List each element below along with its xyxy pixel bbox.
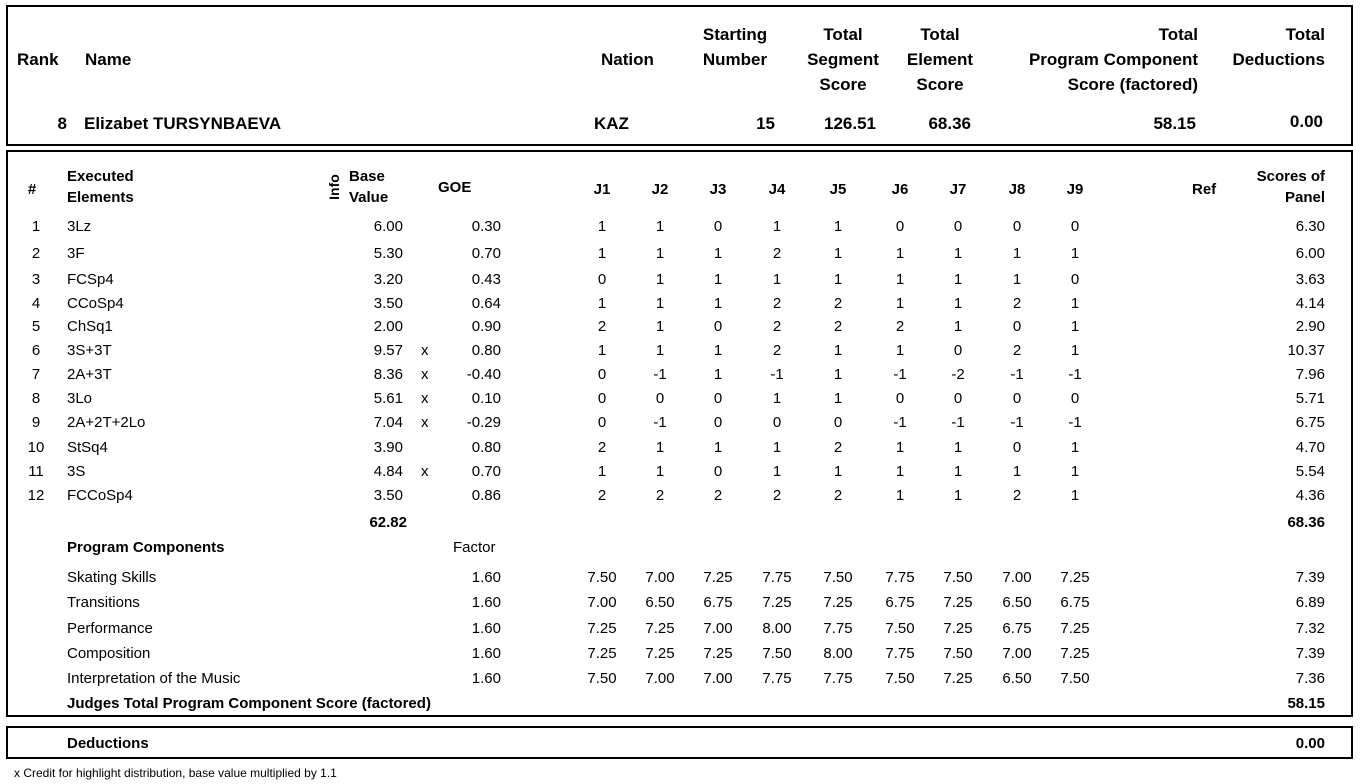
element-code: 2A+2T+2Lo (67, 414, 146, 431)
judge-goe: 1 (1070, 295, 1080, 312)
judge-goe: 1 (953, 487, 963, 504)
judge-header: J7 (949, 181, 967, 198)
judge-goe: 2 (772, 487, 782, 504)
component-panel-score: 7.32 (1295, 620, 1325, 637)
judge-component-mark: 7.50 (943, 645, 973, 662)
judge-goe: 1 (895, 463, 905, 480)
judge-goe: 0 (713, 463, 723, 480)
judge-goe: 1 (597, 245, 607, 262)
footnote: x Credit for highlight distribution, base value multiplied by 1.1 (14, 766, 337, 780)
judge-goe: 1 (772, 271, 782, 288)
judge-component-mark: 7.25 (587, 620, 617, 637)
pcs-total-label: Judges Total Program Component Score (factored) (67, 695, 431, 712)
element-code: ChSq1 (67, 318, 113, 335)
starting-number-header: Starting Number (702, 25, 768, 69)
judge-goe: 1 (895, 342, 905, 359)
judge-goe: 2 (597, 487, 607, 504)
element-code: 3Lz (67, 218, 92, 235)
judge-goe: -1 (893, 366, 907, 383)
judge-goe: 1 (833, 245, 843, 262)
judge-goe: 1 (1070, 439, 1080, 456)
judge-header: J6 (891, 181, 909, 198)
judge-goe: 1 (1012, 245, 1022, 262)
judge-component-mark: 7.25 (943, 594, 973, 611)
element-panel-score: 4.70 (1295, 439, 1325, 456)
element-number: 12 (27, 487, 45, 504)
judge-goe: 0 (1012, 218, 1022, 235)
judge-goe: 1 (895, 271, 905, 288)
judge-component-mark: 8.00 (762, 620, 792, 637)
judge-goe: 1 (713, 295, 723, 312)
element-number: 4 (31, 295, 41, 312)
judge-goe: 1 (1012, 271, 1022, 288)
element-panel-score: 10.37 (1287, 342, 1325, 359)
judge-goe: 0 (953, 342, 963, 359)
judge-goe: 0 (1070, 218, 1080, 235)
judge-component-mark: 7.25 (645, 645, 675, 662)
deductions-box (6, 726, 1353, 759)
judge-goe: 1 (953, 245, 963, 262)
base-value-total: 62.82 (369, 514, 407, 531)
component-panel-score: 7.36 (1295, 670, 1325, 687)
judge-goe: -1 (1010, 414, 1024, 431)
component-name: Composition (67, 645, 151, 662)
judge-component-mark: 7.25 (587, 645, 617, 662)
judge-goe: 1 (713, 439, 723, 456)
skater-pcs: 58.15 (1153, 114, 1196, 133)
element-base-value: 3.50 (373, 295, 403, 312)
element-goe: 0.90 (471, 318, 501, 335)
judge-goe: 1 (833, 342, 843, 359)
element-number: 6 (31, 342, 41, 359)
judge-component-mark: 7.00 (645, 670, 675, 687)
judge-goe: 2 (833, 318, 843, 335)
skater-rank: 8 (57, 114, 67, 133)
element-goe: 0.80 (471, 342, 501, 359)
element-panel-score: 5.54 (1295, 463, 1325, 480)
judge-goe: 1 (833, 366, 843, 383)
element-number: 10 (27, 439, 45, 456)
judge-goe: 1 (1070, 342, 1080, 359)
judge-component-mark: 7.00 (1002, 569, 1032, 586)
element-base-value: 3.50 (373, 487, 403, 504)
element-goe: 0.70 (471, 245, 501, 262)
element-goe: 0.64 (471, 295, 501, 312)
judge-goe: 1 (597, 295, 607, 312)
judge-goe: 0 (597, 366, 607, 383)
judge-component-mark: 7.50 (587, 670, 617, 687)
element-number: 2 (31, 245, 41, 262)
element-number: 5 (31, 318, 41, 335)
element-goe: 0.10 (471, 390, 501, 407)
element-panel-score: 6.30 (1295, 218, 1325, 235)
judge-goe: 0 (1070, 390, 1080, 407)
component-name: Skating Skills (67, 569, 157, 586)
judge-component-mark: 7.50 (885, 670, 915, 687)
judge-goe: 2 (655, 487, 665, 504)
tes-header: Total Element Score (906, 25, 974, 94)
judge-goe: -1 (770, 366, 784, 383)
judge-component-mark: 6.50 (645, 594, 675, 611)
element-base-value: 7.04 (373, 414, 403, 431)
judge-goe: 2 (833, 295, 843, 312)
judge-component-mark: 7.00 (703, 670, 733, 687)
judge-goe: 1 (1070, 487, 1080, 504)
judge-goe: 1 (953, 439, 963, 456)
element-base-value: 4.84 (373, 463, 403, 480)
goe-header: GOE (438, 179, 472, 196)
judge-goe: 0 (895, 218, 905, 235)
skater-tes: 68.36 (928, 114, 971, 133)
judge-goe: 2 (833, 439, 843, 456)
judge-goe: 0 (713, 318, 723, 335)
judge-component-mark: 7.25 (943, 620, 973, 637)
judge-goe: 0 (895, 390, 905, 407)
element-goe: -0.40 (466, 366, 501, 383)
judge-component-mark: 6.75 (703, 594, 733, 611)
element-panel-score: 4.14 (1295, 295, 1325, 312)
skater-name: Elizabet TURSYNBAEVA (84, 114, 282, 133)
element-panel-score: 6.00 (1295, 245, 1325, 262)
element-panel-score: 7.96 (1295, 366, 1325, 383)
element-goe: 0.70 (471, 463, 501, 480)
judge-goe: 0 (1012, 439, 1022, 456)
judge-goe: 2 (772, 342, 782, 359)
judge-goe: 1 (895, 295, 905, 312)
judge-goe: 2 (895, 318, 905, 335)
element-number: 1 (31, 218, 41, 235)
element-code: 3S (67, 463, 86, 480)
element-number: 11 (28, 463, 44, 480)
judge-goe: 1 (833, 463, 843, 480)
judge-goe: -1 (653, 366, 667, 383)
judge-component-mark: 7.50 (823, 569, 853, 586)
skater-starting-number: 15 (756, 114, 775, 133)
judge-component-mark: 7.00 (587, 594, 617, 611)
tss-header: Total Segment Score (807, 25, 879, 94)
judge-goe: 1 (1070, 318, 1080, 335)
judge-goe: 0 (713, 390, 723, 407)
element-info-mark: x (421, 414, 429, 431)
judge-goe: 1 (895, 487, 905, 504)
component-factor: 1.60 (471, 594, 501, 611)
component-panel-score: 7.39 (1295, 645, 1325, 662)
element-code: 2A+3T (67, 366, 112, 383)
component-name: Performance (67, 620, 153, 637)
element-base-value: 3.20 (373, 271, 403, 288)
judge-goe: 0 (953, 390, 963, 407)
deductions-label: Deductions (67, 735, 149, 752)
judge-goe: 2 (772, 245, 782, 262)
judge-goe: 0 (1012, 390, 1022, 407)
info-col-header: Info (326, 174, 342, 200)
judge-component-mark: 7.00 (645, 569, 675, 586)
element-number: 9 (31, 414, 41, 431)
judge-goe: 1 (655, 218, 665, 235)
judge-goe: 1 (895, 439, 905, 456)
judge-goe: 1 (597, 463, 607, 480)
judge-component-mark: 7.00 (1002, 645, 1032, 662)
element-code: FCCoSp4 (67, 487, 133, 504)
judge-goe: 1 (597, 342, 607, 359)
judge-goe: 1 (655, 318, 665, 335)
element-goe: 0.43 (471, 271, 501, 288)
judge-goe: 0 (597, 414, 607, 431)
judge-goe: 1 (833, 218, 843, 235)
judge-goe: 1 (833, 390, 843, 407)
judge-goe: 1 (772, 439, 782, 456)
judge-component-mark: 7.25 (943, 670, 973, 687)
element-info-mark: x (421, 366, 429, 383)
judge-goe: 1 (1070, 245, 1080, 262)
judge-goe: 2 (597, 439, 607, 456)
pcs-total-value: 58.15 (1287, 695, 1325, 712)
element-panel-score: 2.90 (1295, 318, 1325, 335)
judge-component-mark: 7.50 (1060, 670, 1090, 687)
judge-goe: -1 (1010, 366, 1024, 383)
judge-goe: 2 (833, 487, 843, 504)
judge-component-mark: 7.25 (703, 645, 733, 662)
element-code: 3S+3T (67, 342, 112, 359)
element-code: StSq4 (67, 439, 108, 456)
judge-goe: 1 (953, 271, 963, 288)
judge-goe: 2 (772, 295, 782, 312)
element-base-value: 5.30 (373, 245, 403, 262)
judge-goe: 0 (772, 414, 782, 431)
skater-tss: 126.51 (824, 114, 876, 133)
judge-component-mark: 7.50 (943, 569, 973, 586)
element-panel-score: 5.71 (1295, 390, 1325, 407)
judge-goe: 2 (1012, 295, 1022, 312)
name-header: Name (85, 50, 132, 69)
element-base-value: 8.36 (373, 366, 403, 383)
judge-header: J4 (768, 181, 786, 198)
judge-component-mark: 7.25 (1060, 620, 1090, 637)
judge-component-mark: 7.75 (885, 645, 915, 662)
element-goe: -0.29 (466, 414, 501, 431)
component-factor: 1.60 (471, 670, 501, 687)
judge-goe: 1 (655, 463, 665, 480)
element-base-value: 6.00 (373, 218, 403, 235)
element-info-mark: x (421, 342, 429, 359)
rank-header: Rank (17, 50, 59, 69)
num-col-header: # (27, 181, 37, 198)
judge-goe: 0 (655, 390, 665, 407)
element-code: 3Lo (67, 390, 93, 407)
judge-goe: 0 (1012, 318, 1022, 335)
judge-header: J5 (829, 181, 847, 198)
judge-goe: 1 (953, 463, 963, 480)
judge-goe: 1 (713, 366, 723, 383)
base-value-header: Base Value (349, 168, 389, 206)
judge-header: J9 (1066, 181, 1084, 198)
judge-goe: -1 (653, 414, 667, 431)
judge-goe: 0 (597, 271, 607, 288)
judge-goe: 1 (895, 245, 905, 262)
judge-goe: 1 (655, 439, 665, 456)
skater-deductions: 0.00 (1289, 112, 1323, 131)
judge-goe: 0 (713, 218, 723, 235)
judge-component-mark: 7.25 (823, 594, 853, 611)
judge-goe: 0 (833, 414, 843, 431)
judge-component-mark: 7.50 (762, 645, 792, 662)
component-panel-score: 6.89 (1295, 594, 1325, 611)
judge-goe: 1 (713, 245, 723, 262)
judge-component-mark: 7.25 (703, 569, 733, 586)
element-code: FCSp4 (67, 271, 114, 288)
scores-of-panel-header: Scores of Panel (1256, 168, 1325, 206)
pcs-header: Total Program Component Score (factored) (1028, 25, 1198, 94)
judge-goe: -2 (951, 366, 965, 383)
judge-goe: 1 (597, 218, 607, 235)
judge-goe: 2 (1012, 342, 1022, 359)
judge-goe: 0 (1070, 271, 1080, 288)
judge-goe: -1 (893, 414, 907, 431)
judge-goe: 1 (1070, 463, 1080, 480)
judge-goe: 0 (713, 414, 723, 431)
judge-component-mark: 7.25 (645, 620, 675, 637)
element-base-value: 9.57 (373, 342, 403, 359)
judge-goe: 2 (597, 318, 607, 335)
judge-goe: 1 (833, 271, 843, 288)
judge-goe: 1 (772, 463, 782, 480)
judge-goe: 1 (713, 342, 723, 359)
element-info-mark: x (421, 390, 429, 407)
ref-header: Ref (1192, 181, 1217, 198)
component-factor: 1.60 (471, 620, 501, 637)
component-name: Transitions (67, 594, 140, 611)
judge-component-mark: 6.50 (1002, 670, 1032, 687)
judge-header: J2 (651, 181, 669, 198)
judge-goe: 2 (713, 487, 723, 504)
judge-component-mark: 7.75 (885, 569, 915, 586)
element-panel-score: 4.36 (1295, 487, 1325, 504)
factor-header: Factor (453, 539, 496, 556)
judge-goe: 1 (953, 318, 963, 335)
judge-goe: 1 (772, 390, 782, 407)
judge-goe: 1 (655, 245, 665, 262)
judge-goe: 1 (655, 295, 665, 312)
component-name: Interpretation of the Music (67, 670, 241, 687)
judge-component-mark: 7.25 (1060, 569, 1090, 586)
element-base-value: 5.61 (373, 390, 403, 407)
element-number: 8 (31, 390, 41, 407)
judge-component-mark: 7.75 (762, 569, 792, 586)
deductions-header: Total Deductions (1232, 25, 1325, 69)
element-code: 3F (67, 245, 85, 262)
elements-score-total: 68.36 (1287, 514, 1325, 531)
nation-header: Nation (601, 50, 654, 69)
element-goe: 0.86 (471, 487, 501, 504)
judge-header: J1 (593, 181, 611, 198)
executed-elements-header: Executed Elements (67, 168, 134, 206)
judge-goe: 1 (1012, 463, 1022, 480)
judge-component-mark: 7.50 (587, 569, 617, 586)
judge-component-mark: 6.50 (1002, 594, 1032, 611)
judge-goe: 1 (655, 342, 665, 359)
judge-header: J8 (1008, 181, 1026, 198)
element-goe: 0.80 (471, 439, 501, 456)
judge-component-mark: 8.00 (823, 645, 853, 662)
element-info-mark: x (421, 463, 429, 480)
judge-goe: -1 (951, 414, 965, 431)
judge-goe: -1 (1068, 366, 1082, 383)
judge-component-mark: 7.75 (762, 670, 792, 687)
judge-component-mark: 7.00 (703, 620, 733, 637)
element-number: 3 (31, 271, 41, 288)
program-components-title: Program Components (67, 539, 225, 556)
judge-goe: 1 (713, 271, 723, 288)
judge-header: J3 (709, 181, 727, 198)
element-code: CCoSp4 (67, 295, 124, 312)
judge-component-mark: 7.50 (885, 620, 915, 637)
judge-component-mark: 6.75 (885, 594, 915, 611)
element-number: 7 (31, 366, 41, 383)
judge-goe: -1 (1068, 414, 1082, 431)
judge-goe: 2 (772, 318, 782, 335)
component-panel-score: 7.39 (1295, 569, 1325, 586)
component-factor: 1.60 (471, 645, 501, 662)
judge-component-mark: 7.75 (823, 670, 853, 687)
judge-component-mark: 6.75 (1060, 594, 1090, 611)
element-goe: 0.30 (471, 218, 501, 235)
judge-component-mark: 7.75 (823, 620, 853, 637)
judge-goe: 1 (772, 218, 782, 235)
judge-goe: 2 (1012, 487, 1022, 504)
deductions-value: 0.00 (1295, 735, 1325, 752)
judge-component-mark: 6.75 (1002, 620, 1032, 637)
element-panel-score: 3.63 (1295, 271, 1325, 288)
judge-component-mark: 7.25 (762, 594, 792, 611)
element-base-value: 3.90 (373, 439, 403, 456)
judge-goe: 1 (953, 295, 963, 312)
judge-goe: 1 (655, 271, 665, 288)
judge-goe: 0 (597, 390, 607, 407)
component-factor: 1.60 (471, 569, 501, 586)
judge-goe: 0 (953, 218, 963, 235)
skater-nation: KAZ (594, 114, 629, 133)
judge-component-mark: 7.25 (1060, 645, 1090, 662)
element-panel-score: 6.75 (1295, 414, 1325, 431)
element-base-value: 2.00 (373, 318, 403, 335)
